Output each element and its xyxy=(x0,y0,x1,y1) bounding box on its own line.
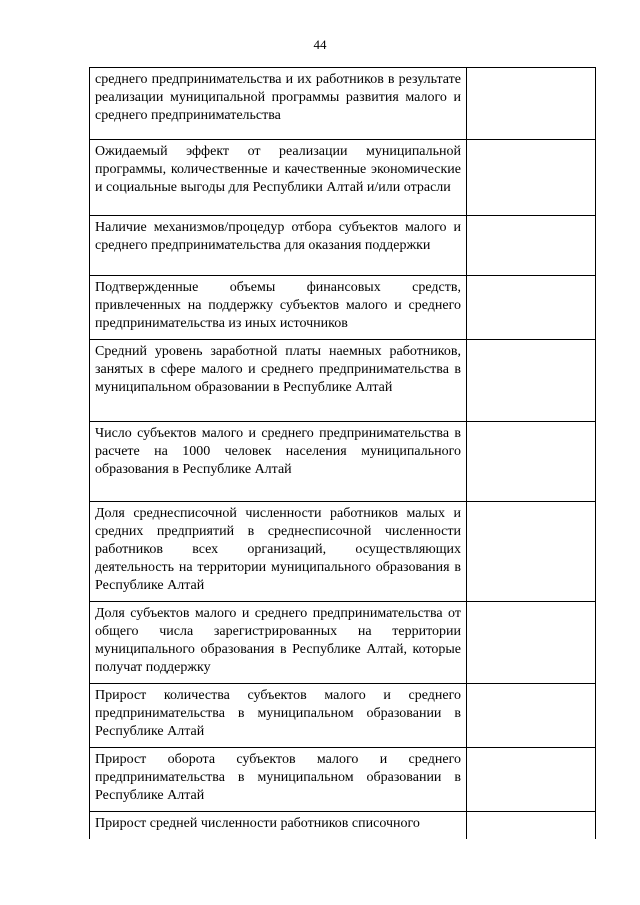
criterion-text: среднего предпринимательства и их работников в результате реализации муниципальной программы развития малого и среднего предпринимательства xyxy=(90,68,467,140)
table-row xyxy=(90,340,596,422)
criterion-value xyxy=(467,140,596,216)
criterion-text: Доля субъектов малого и среднего предпринимательства от общего числа зарегистрированных на территории муниципального образования в Республике Алтай, которые получат поддержку xyxy=(90,602,467,684)
criteria-table xyxy=(89,67,596,839)
table-row xyxy=(90,216,596,276)
criterion-value xyxy=(467,422,596,502)
page-number: 44 xyxy=(313,37,327,52)
table-row xyxy=(90,812,596,840)
criterion-value xyxy=(467,276,596,340)
criterion-value xyxy=(467,340,596,422)
criterion-text: Доля среднесписочной численности работников малых и средних предприятий в среднесписочной численности работников всех организаций, осуществляющих деятельность на территории муниципального образования в Республике Алтай xyxy=(90,502,467,602)
table-row xyxy=(90,140,596,216)
criterion-value xyxy=(467,68,596,140)
table-row xyxy=(90,602,596,684)
table-row xyxy=(90,422,596,502)
table-row xyxy=(90,748,596,812)
criterion-text: Прирост количества субъектов малого и среднего предпринимательства в муниципальном образовании в Республике Алтай xyxy=(90,684,467,748)
criterion-value xyxy=(467,812,596,840)
criterion-value xyxy=(467,602,596,684)
criterion-value xyxy=(467,684,596,748)
criterion-value xyxy=(467,748,596,812)
table-row xyxy=(90,68,596,140)
criterion-text: Число субъектов малого и среднего предпринимательства в расчете на 1000 человек населения муниципального образования в Республике Алтай xyxy=(90,422,467,502)
table-row xyxy=(90,502,596,602)
criterion-text: Средний уровень заработной платы наемных работников, занятых в сфере малого и среднего предпринимательства в муниципальном образовании в Республике Алтай xyxy=(90,340,467,422)
criterion-value xyxy=(467,502,596,602)
table-row xyxy=(90,684,596,748)
criterion-text: Прирост средней численности работников списочного xyxy=(90,812,467,840)
criterion-text: Ожидаемый эффект от реализации муниципальной программы, количественные и качественные экономические и социальные выгоды для Республики Алтай и/или отрасли xyxy=(90,140,467,216)
table-row xyxy=(90,276,596,340)
criterion-text: Наличие механизмов/процедур отбора субъектов малого и среднего предпринимательства для оказания поддержки xyxy=(90,216,467,276)
criterion-text: Подтвержденные объемы финансовых средств, привлеченных на поддержку субъектов малого и среднего предпринимательства из иных источников xyxy=(90,276,467,340)
criterion-value xyxy=(467,216,596,276)
criterion-text: Прирост оборота субъектов малого и среднего предпринимательства в муниципальном образовании в Республике Алтай xyxy=(90,748,467,812)
